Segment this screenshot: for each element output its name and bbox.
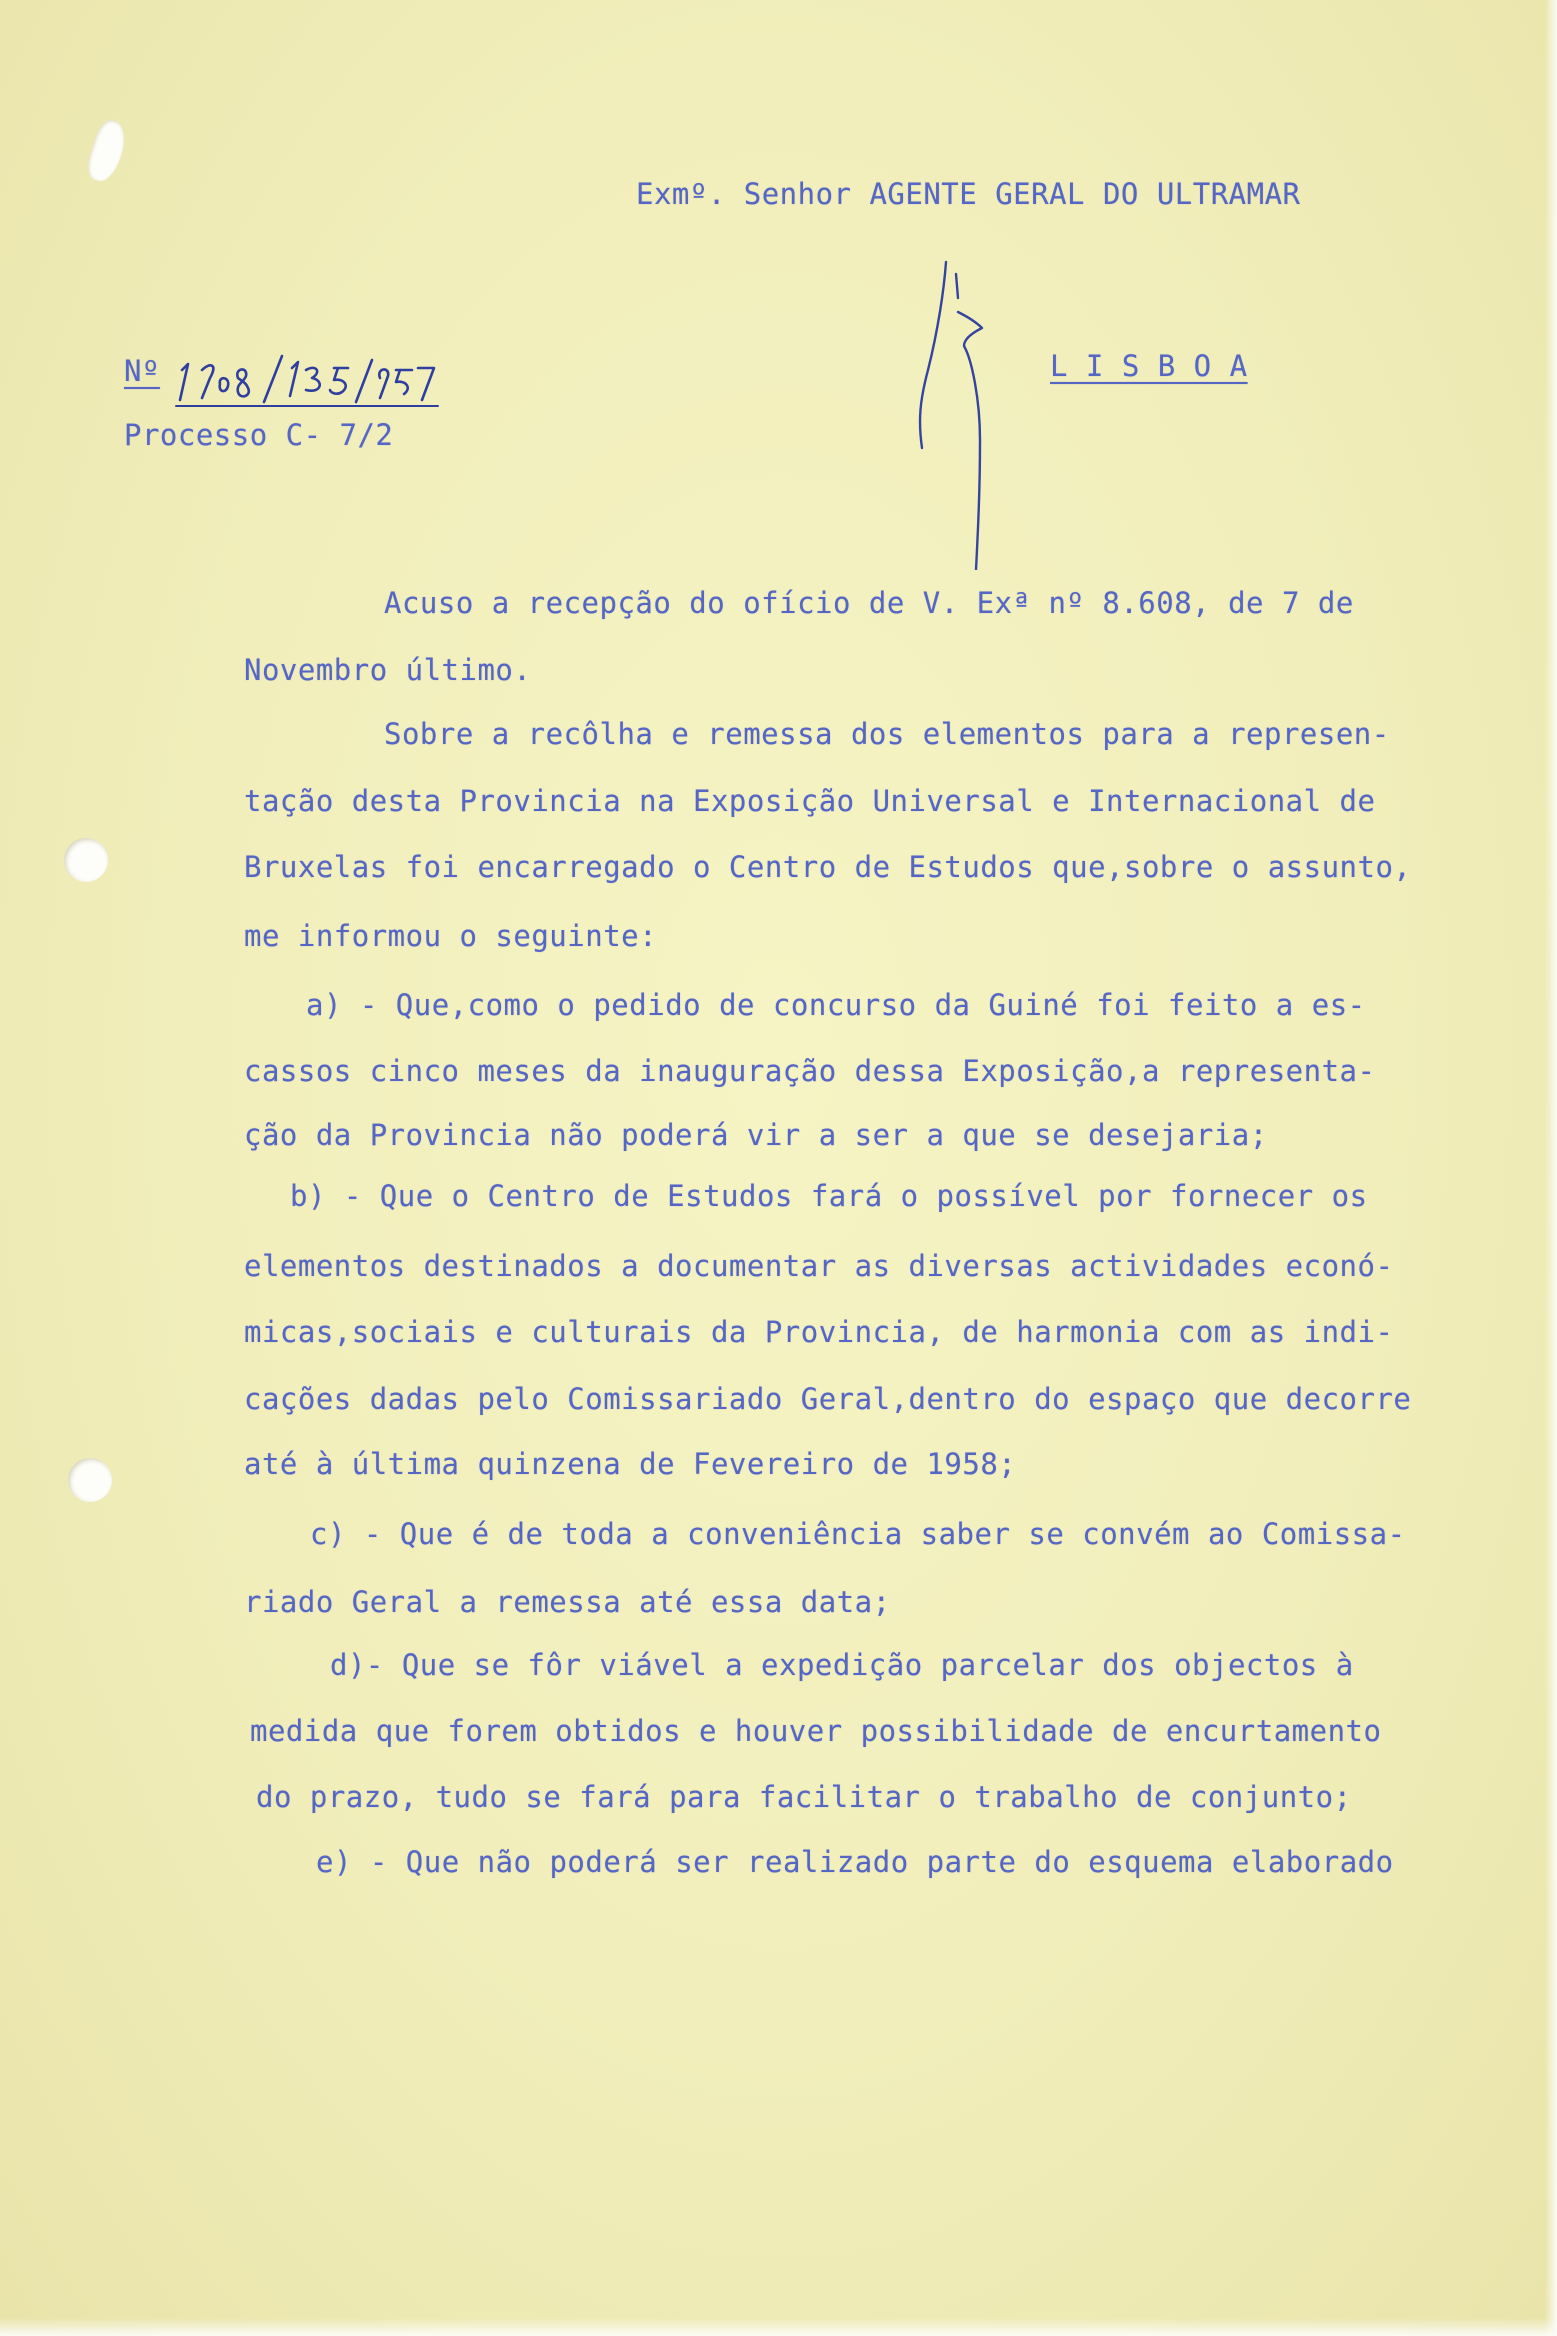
- body-line: Acuso a recepção do ofício de V. Exª nº 8.608, de 7 de: [384, 586, 1354, 620]
- body-line: e) - Que não poderá ser realizado parte do esquema elaborado: [316, 1845, 1394, 1879]
- body-line: a) - Que,como o pedido de concurso da Guiné foi feito a es-: [306, 988, 1366, 1022]
- addressee-line: Exmº. Senhor AGENTE GERAL DO ULTRAMAR: [636, 177, 1301, 211]
- body-line: me informou o seguinte:: [244, 919, 658, 953]
- body-line: do prazo, tudo se fará para facilitar o trabalho de conjunto;: [256, 1780, 1352, 1814]
- reference-prefix: Nº: [124, 354, 160, 388]
- body-line: micas,sociais e culturais da Provincia, de harmonia com as indi-: [244, 1315, 1394, 1349]
- signature-initials: [900, 250, 1030, 570]
- paper-bottom-edge: [0, 2318, 1557, 2336]
- paper-tear: [83, 117, 131, 185]
- body-line: até à última quinzena de Fevereiro de 1958;: [244, 1447, 1017, 1481]
- body-line: cações dadas pelo Comissariado Geral,dentro do espaço que decorre: [244, 1382, 1412, 1416]
- body-line: medida que forem obtidos e houver possibilidade de encurtamento: [250, 1714, 1382, 1748]
- body-line: ção da Provincia não poderá vir a ser a que se desejaria;: [244, 1118, 1268, 1152]
- body-line: d)- Que se fôr viável a expedição parcelar dos objectos à: [330, 1648, 1354, 1682]
- body-line: Sobre a recôlha e remessa dos elementos para a represen-: [384, 717, 1390, 751]
- body-line: Novembro último.: [244, 653, 532, 687]
- body-line: cassos cinco meses da inauguração dessa Exposição,a representa-: [244, 1054, 1376, 1088]
- punch-hole-bottom: [68, 1458, 112, 1502]
- city-heading: L I S B O A: [1050, 349, 1248, 383]
- body-line: elementos destinados a documentar as diversas actividades econó-: [244, 1249, 1394, 1283]
- process-number: Processo C- 7/2: [124, 418, 394, 452]
- body-line: b) - Que o Centro de Estudos fará o possível por fornecer os: [290, 1179, 1368, 1213]
- body-line: tação desta Provincia na Exposição Universal e Internacional de: [244, 784, 1376, 818]
- handwritten-reference: [172, 348, 442, 408]
- paper-right-edge: [1545, 0, 1557, 2336]
- punch-hole-top: [64, 838, 108, 882]
- body-line: riado Geral a remessa até essa data;: [244, 1585, 891, 1619]
- body-line: c) - Que é de toda a conveniência saber se convém ao Comissa-: [310, 1517, 1406, 1551]
- body-line: Bruxelas foi encarregado o Centro de Estudos que,sobre o assunto,: [244, 850, 1412, 884]
